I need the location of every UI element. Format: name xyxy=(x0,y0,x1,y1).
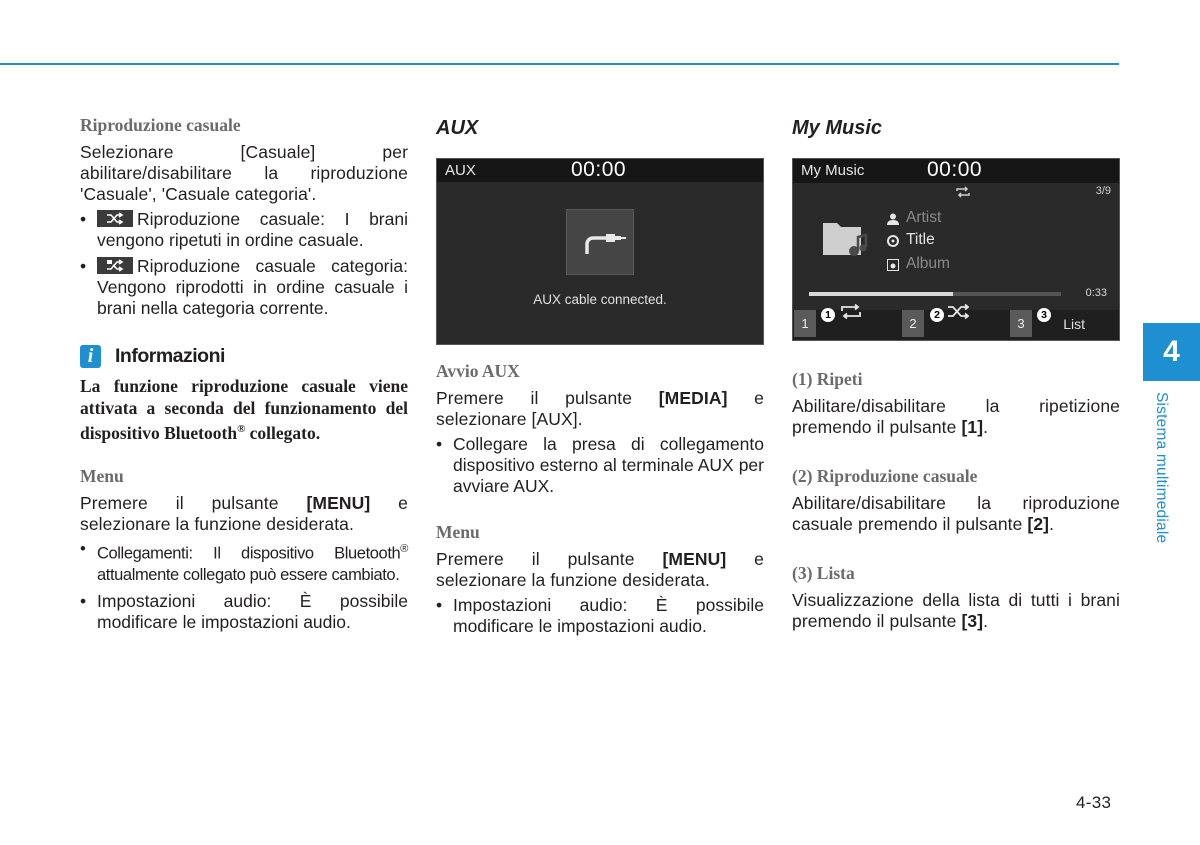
screen-label: AUX xyxy=(445,162,476,179)
info-box-header xyxy=(80,345,408,368)
paragraph-menu: Premere il pulsante [MENU] e selezionare la funzione desiderata. xyxy=(80,493,408,535)
shuffle-icon xyxy=(97,210,133,227)
paragraph-list: Visualizzazione della lista di tutti i brani premendo il pulsante [3]. xyxy=(792,590,1120,631)
disc-icon xyxy=(887,234,899,246)
button-number-3: 3 xyxy=(1010,310,1032,337)
column-my-music xyxy=(792,115,1120,632)
callout-1: 1 xyxy=(821,308,835,322)
heading-aux-start: Avvio AUX xyxy=(436,361,520,381)
list-item: • Collegare la presa di collegamento dispositivo esterno al terminale AUX per avviare AUX. xyxy=(436,434,764,497)
music-folder-icon xyxy=(821,217,869,264)
list-button[interactable]: List xyxy=(1063,316,1085,332)
heading-menu: Menu xyxy=(436,522,480,542)
aux-status-message: AUX cable connected. xyxy=(533,292,667,307)
menu-list xyxy=(436,595,764,637)
callout-3: 3 xyxy=(1037,308,1051,322)
screen-label: My Music xyxy=(801,162,865,179)
section-title-aux: AUX xyxy=(436,117,479,139)
list-item xyxy=(80,256,408,319)
repeat-status-icon xyxy=(955,185,971,203)
list-item: • Impostazioni audio: È possibile modificare le impostazioni audio. xyxy=(80,591,408,633)
heading-shuffle: Riproduzione casuale xyxy=(80,115,241,135)
album-row xyxy=(887,255,950,273)
aux-list xyxy=(436,434,764,497)
my-music-screen xyxy=(792,158,1120,341)
list-item: • Impostazioni audio: È possibile modificare le impostazioni audio. xyxy=(436,595,764,637)
elapsed-time: 0:33 xyxy=(1085,287,1107,299)
button-number-1: 1 xyxy=(794,310,816,337)
artist-row xyxy=(887,209,941,227)
repeat-button[interactable] xyxy=(839,304,863,331)
paragraph-shuffle: Selezionare [Casuale] per abilitare/disabilitare la riproduzione 'Casuale', 'Casuale categoria'. xyxy=(80,142,408,204)
track-title-label: Title xyxy=(906,231,935,248)
chapter-label: Sistema multimediale xyxy=(1153,392,1170,544)
list-item-text: Riproduzione casuale categoria: Vengono riprodotti in ordine casuale i brani nella categoria corrente. xyxy=(97,256,408,318)
progress-bar[interactable] xyxy=(809,292,1061,296)
menu-list xyxy=(80,539,408,633)
aux-cable-icon xyxy=(566,209,634,275)
heading-shuffle: (2) Riproduzione casuale xyxy=(792,466,978,486)
button-number-2: 2 xyxy=(902,310,924,337)
album-label: Album xyxy=(906,255,950,272)
shuffle-button[interactable] xyxy=(947,304,971,331)
track-count: 3/9 xyxy=(1095,185,1111,197)
column-aux xyxy=(436,115,764,642)
list-item: • Collegamenti: Il dispositivo Bluetooth® attualmente collegato può essere cambiato. xyxy=(80,539,408,586)
list-item-text: Riproduzione casuale: I brani vengono ripetuti in ordine casuale. xyxy=(97,209,408,250)
person-icon xyxy=(887,212,899,224)
page-number: 4-33 xyxy=(1076,793,1112,812)
heading-repeat: (1) Ripeti xyxy=(792,369,863,389)
shuffle-list xyxy=(80,209,408,319)
info-text: La funzione riproduzione casuale viene attivata a seconda del funzionamento del dispositivo Bluetooth® collegato. xyxy=(80,376,408,443)
chapter-tab: 4 xyxy=(1143,323,1200,381)
section-title-my-music: My Music xyxy=(792,117,883,139)
callout-2: 2 xyxy=(930,308,944,322)
title-row xyxy=(887,231,935,249)
screen-clock: 00:00 xyxy=(927,158,983,181)
album-icon xyxy=(887,258,899,270)
progress-fill xyxy=(809,292,953,296)
header-rule xyxy=(0,63,1119,65)
paragraph-aux-start: Premere il pulsante [MEDIA] e selezionare [AUX]. xyxy=(436,388,764,429)
column-shuffle xyxy=(80,115,408,638)
info-icon: i xyxy=(80,345,101,368)
info-title: Informazioni xyxy=(115,345,225,367)
paragraph-repeat: Abilitare/disabilitare la ripetizione premendo il pulsante [1]. xyxy=(792,396,1120,437)
list-item xyxy=(80,209,408,251)
screen-clock: 00:00 xyxy=(571,158,627,181)
paragraph-menu: Premere il pulsante [MENU] e selezionare la funzione desiderata. xyxy=(436,549,764,590)
shuffle-category-icon xyxy=(97,257,133,274)
paragraph-shuffle: Abilitare/disabilitare la riproduzione casuale premendo il pulsante [2]. xyxy=(792,493,1120,534)
aux-screen xyxy=(436,158,764,345)
heading-menu: Menu xyxy=(80,466,124,487)
artist-label: Artist xyxy=(906,209,942,226)
heading-list: (3) Lista xyxy=(792,563,855,583)
